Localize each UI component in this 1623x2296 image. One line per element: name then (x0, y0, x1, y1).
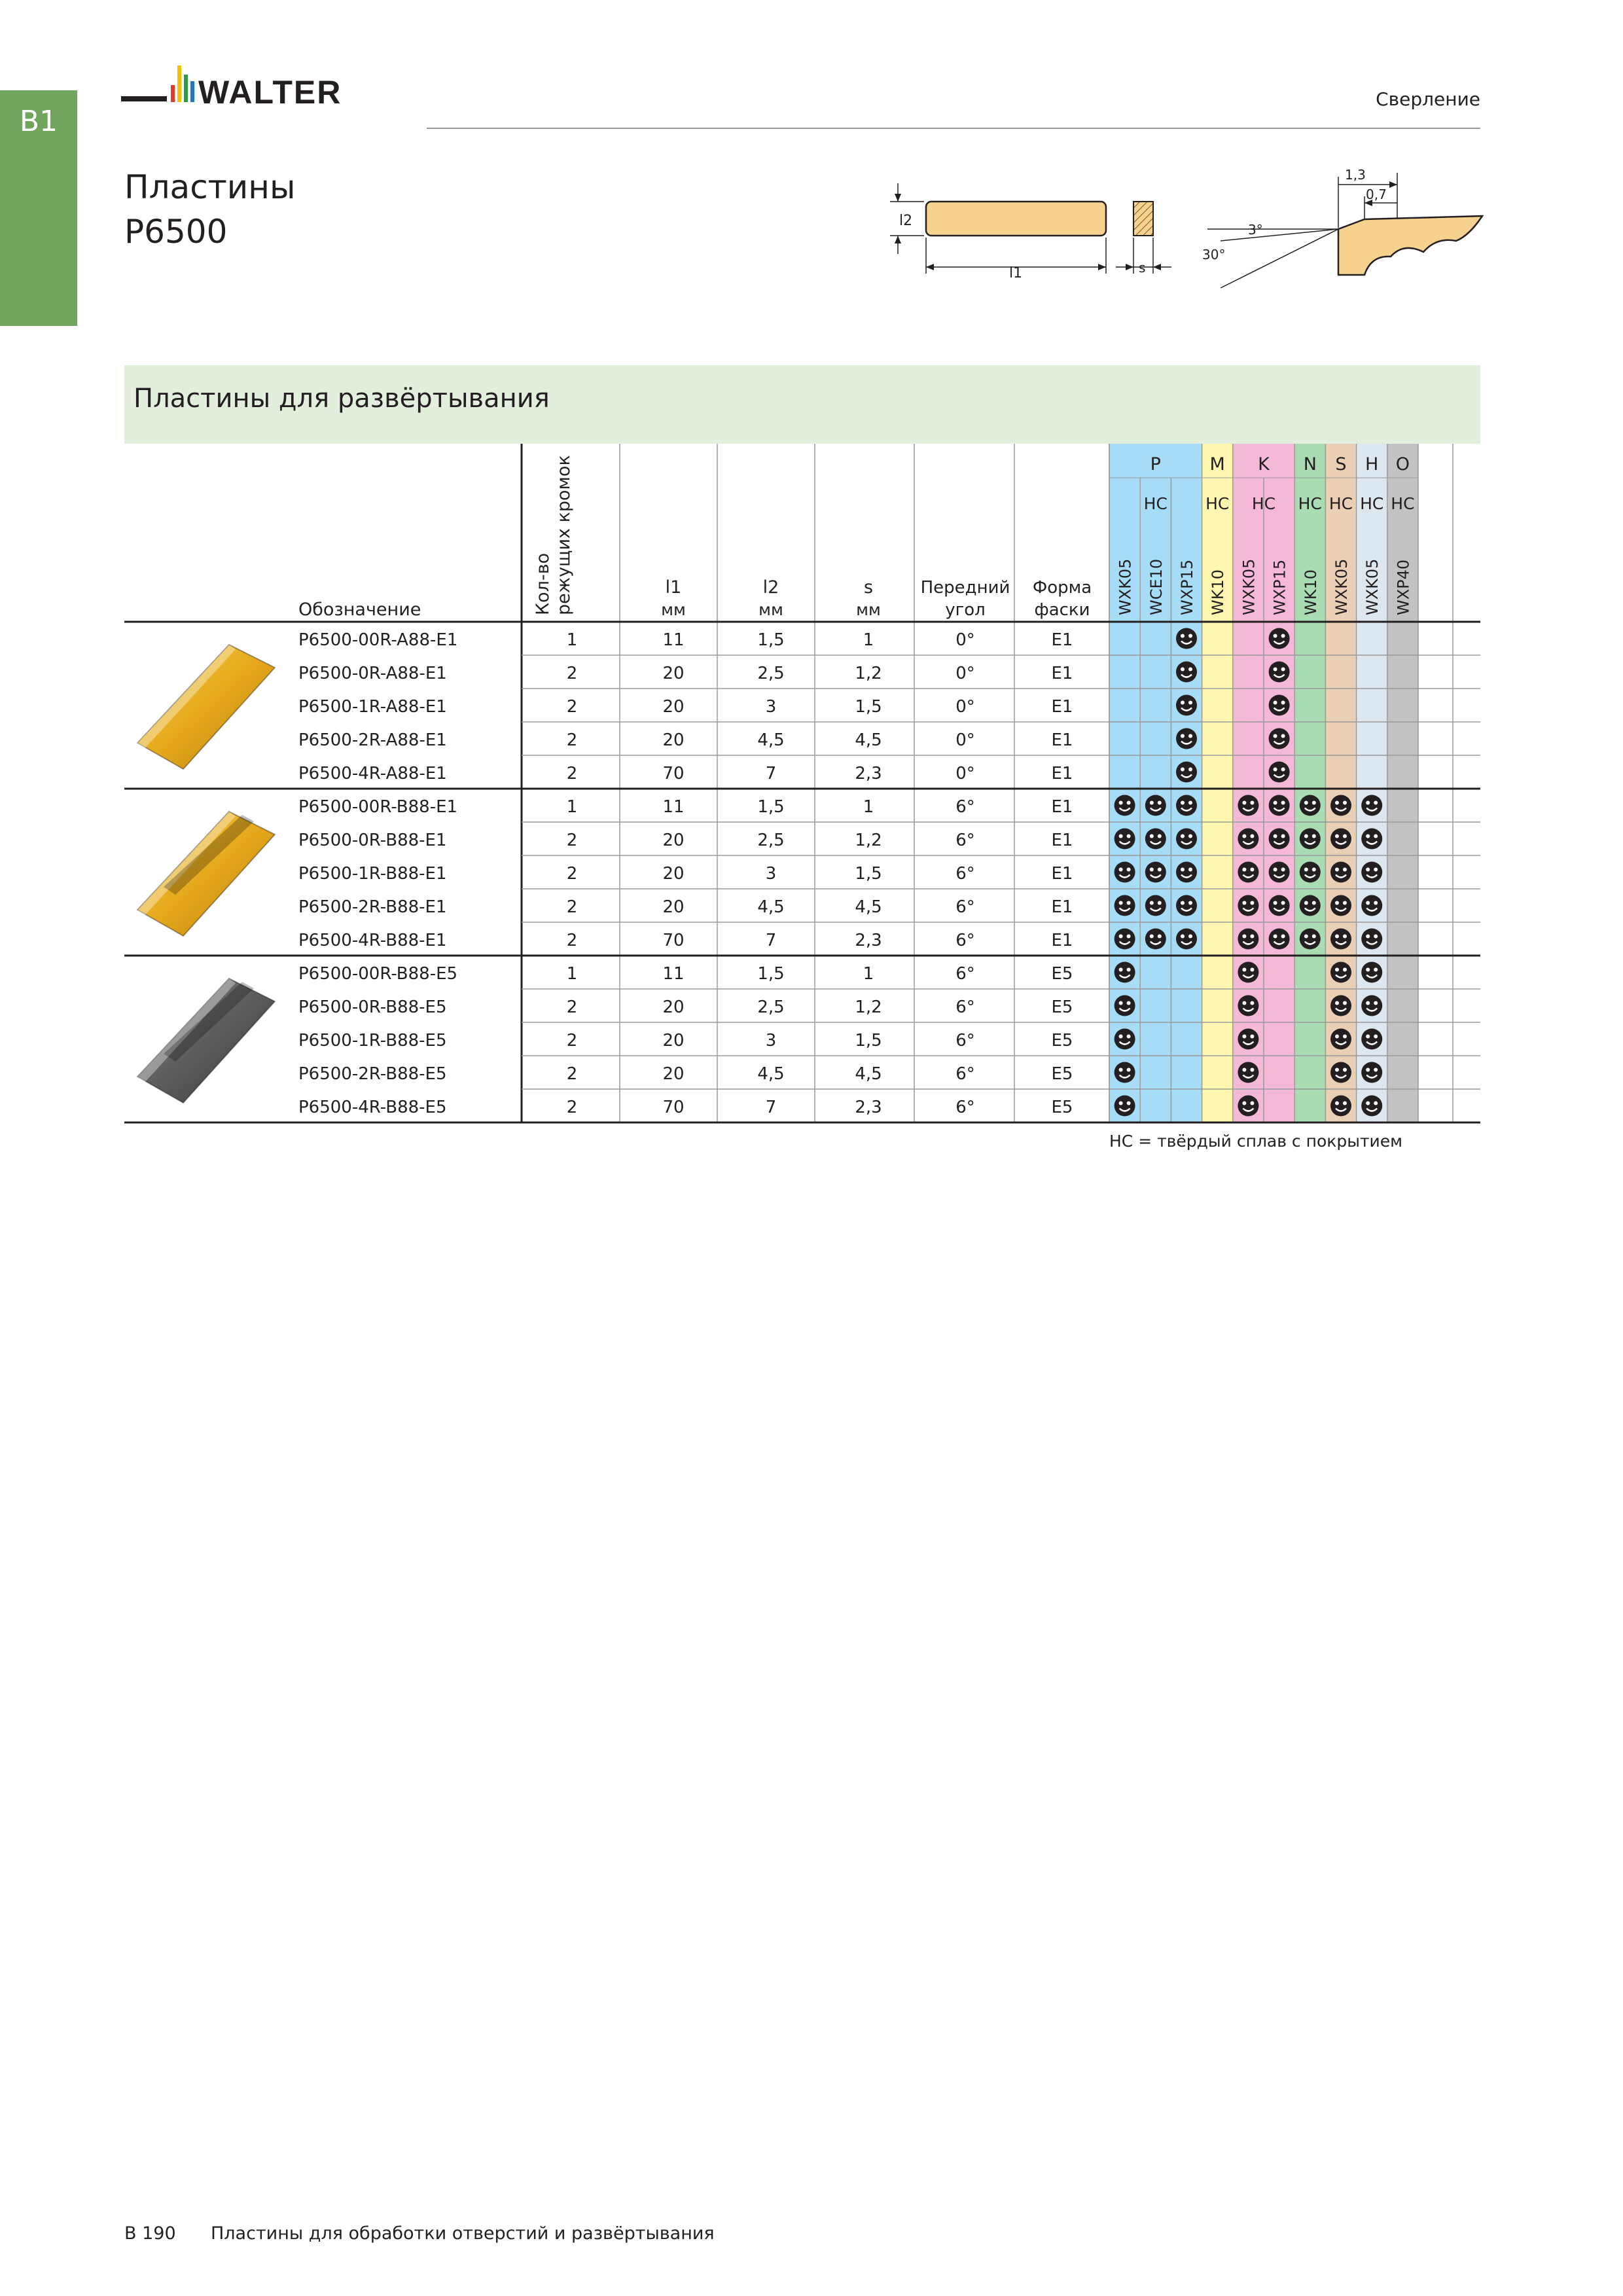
col-header-designation: Обозначение (298, 600, 421, 620)
recommended-grade-icon (1115, 829, 1135, 850)
grade-label: WXK05 (1363, 558, 1382, 615)
recommended-grade-icon (1145, 829, 1166, 850)
recommended-grade-icon (1361, 962, 1382, 983)
section-name: Сверление (1376, 88, 1480, 110)
rake-cell: 6° (955, 1064, 975, 1084)
chamfer-cell: E1 (1051, 864, 1073, 884)
insert-dimension-drawing (883, 169, 1191, 280)
footnote: HC = твёрдый сплав с покрытием (1109, 1132, 1403, 1151)
material-letter-s: S (1335, 454, 1347, 475)
chamfer-cell: E1 (1051, 931, 1073, 950)
recommended-grade-icon (1115, 795, 1135, 816)
recommended-grade-icon (1176, 628, 1197, 649)
s-cell: 1,5 (855, 864, 882, 884)
edges-cell: 2 (566, 931, 578, 950)
recommended-grade-icon (1269, 795, 1290, 816)
chamfer-cell: E5 (1051, 1098, 1073, 1117)
designation-cell: P6500-4R-B88-E5 (298, 1098, 447, 1117)
recommended-grade-icon (1361, 829, 1382, 850)
recommended-grade-icon (1238, 829, 1258, 850)
l2-cell: 1,5 (757, 630, 785, 650)
recommended-grade-icon (1145, 862, 1166, 883)
material-band-h (1357, 444, 1387, 1122)
chamfer-cell: E5 (1051, 1064, 1073, 1084)
rake-cell: 6° (955, 831, 975, 850)
s-cell: 1 (863, 630, 874, 650)
edges-cell: 2 (566, 697, 578, 717)
col-header-rake-line2: угол (945, 600, 986, 620)
recommended-grade-icon (1115, 862, 1135, 883)
designation-cell: P6500-00R-B88-E5 (298, 964, 458, 984)
col-header-chamfer-line1: Форма (1032, 578, 1092, 598)
recommended-grade-icon (1115, 1096, 1135, 1117)
s-cell: 1,2 (855, 664, 882, 683)
chamfer-cell: E1 (1051, 664, 1073, 683)
designation-cell: P6500-0R-A88-E1 (298, 664, 447, 683)
s-cell: 4,5 (855, 730, 882, 750)
chamfer-cell: E1 (1051, 730, 1073, 750)
recommended-grade-icon (1330, 829, 1351, 850)
edges-cell: 2 (566, 864, 578, 884)
l2-cell: 3 (765, 697, 777, 717)
recommended-grade-icon (1330, 1029, 1351, 1050)
chamfer-cell: E5 (1051, 997, 1073, 1017)
edges-cell: 2 (566, 1064, 578, 1084)
edges-cell: 2 (566, 997, 578, 1017)
rake-cell: 0° (955, 664, 975, 683)
recommended-grade-icon (1361, 795, 1382, 816)
recommended-grade-icon (1269, 829, 1290, 850)
recommended-grade-icon (1238, 795, 1258, 816)
recommended-grade-icon (1330, 895, 1351, 916)
l1-cell: 20 (662, 1031, 685, 1050)
edges-cell: 1 (566, 630, 578, 650)
l2-cell: 2,5 (757, 997, 785, 1017)
recommended-grade-icon (1330, 996, 1351, 1016)
l1-label: l1 (1009, 265, 1023, 281)
dim-07-label: 0,7 (1366, 187, 1387, 202)
recommended-grade-icon (1238, 1096, 1258, 1117)
designation-cell: P6500-00R-A88-E1 (298, 630, 458, 650)
page-title (124, 165, 295, 254)
recommended-grade-icon (1115, 1029, 1135, 1050)
section-band (124, 365, 1480, 444)
l2-cell: 3 (765, 864, 777, 884)
recommended-grade-icon (1269, 728, 1290, 749)
col-header-rake-line1: Передний (920, 578, 1010, 598)
s-cell: 1,2 (855, 831, 882, 850)
edges-cell: 2 (566, 764, 578, 783)
recommended-grade-icon (1176, 795, 1197, 816)
recommended-grade-icon (1300, 862, 1321, 883)
grade-label: WXP15 (1178, 559, 1196, 615)
recommended-grade-icon (1176, 929, 1197, 950)
rake-cell: 6° (955, 1098, 975, 1117)
chamfer-cell: E1 (1051, 697, 1073, 717)
material-letter-k: K (1258, 454, 1270, 475)
l2-cell: 7 (765, 931, 777, 950)
designation-cell: P6500-4R-A88-E1 (298, 764, 447, 783)
recommended-grade-icon (1115, 962, 1135, 983)
material-letter-h: H (1365, 454, 1379, 475)
recommended-grade-icon (1269, 862, 1290, 883)
recommended-grade-icon (1300, 829, 1321, 850)
recommended-grade-icon (1330, 929, 1351, 950)
material-sub-s: HC (1329, 494, 1353, 513)
rake-cell: 6° (955, 997, 975, 1017)
recommended-grade-icon (1145, 795, 1166, 816)
col-header-chamfer-line2: фаски (1034, 600, 1090, 620)
grade-label: WXP40 (1394, 559, 1413, 615)
rake-cell: 6° (955, 797, 975, 817)
recommended-grade-icon (1238, 929, 1258, 950)
recommended-grade-icon (1238, 962, 1258, 983)
col-header-s-unit: мм (856, 600, 881, 619)
col-header-edges-line1: Кол-во (533, 552, 553, 615)
rake-cell: 0° (955, 764, 975, 783)
footer-title: Пластины для обработки отверстий и развёртывания (211, 2223, 715, 2244)
cutting-edge-detail-drawing (1202, 164, 1482, 295)
l1-cell: 20 (662, 1064, 685, 1084)
recommended-grade-icon (1176, 728, 1197, 749)
grade-label: WXK05 (1240, 558, 1258, 615)
material-letter-o: O (1395, 454, 1410, 475)
material-sub-n: HC (1298, 494, 1322, 513)
designation-cell: P6500-2R-B88-E1 (298, 897, 447, 917)
rake-cell: 0° (955, 730, 975, 750)
chamfer-cell: E1 (1051, 764, 1073, 783)
material-letter-n: N (1303, 454, 1317, 475)
recommended-grade-icon (1269, 895, 1290, 916)
page-number: B 190 (124, 2223, 176, 2244)
l1-cell: 70 (662, 764, 685, 783)
l1-cell: 70 (662, 931, 685, 950)
edges-cell: 2 (566, 664, 578, 683)
designation-cell: P6500-00R-B88-E1 (298, 797, 458, 817)
recommended-grade-icon (1361, 1029, 1382, 1050)
l1-cell: 20 (662, 897, 685, 917)
page-title-line2: P6500 (124, 213, 228, 251)
chamfer-cell: E1 (1051, 797, 1073, 817)
recommended-grade-icon (1115, 895, 1135, 916)
insert-image (137, 978, 275, 1103)
recommended-grade-icon (1330, 862, 1351, 883)
chamfer-cell: E1 (1051, 831, 1073, 850)
s-cell: 4,5 (855, 897, 882, 917)
l2-cell: 3 (765, 1031, 777, 1050)
recommended-grade-icon (1361, 1096, 1382, 1117)
grade-label: WCE10 (1147, 558, 1166, 615)
col-header-l1: l1 (665, 577, 682, 598)
s-cell: 1,5 (855, 1031, 882, 1050)
col-header-l1-unit: мм (661, 600, 686, 619)
recommended-grade-icon (1300, 795, 1321, 816)
recommended-grade-icon (1145, 895, 1166, 916)
l2-cell: 7 (765, 1098, 777, 1117)
recommended-grade-icon (1330, 1062, 1351, 1083)
l2-cell: 1,5 (757, 797, 785, 817)
material-letter-m: M (1209, 454, 1225, 475)
l2-cell: 4,5 (757, 730, 785, 750)
s-cell: 2,3 (855, 1098, 882, 1117)
recommended-grade-icon (1176, 862, 1197, 883)
dim-13-label: 1,3 (1345, 167, 1366, 183)
insert-body (137, 645, 275, 769)
col-header-l2-unit: мм (758, 600, 783, 619)
designation-cell: P6500-4R-B88-E1 (298, 931, 447, 950)
recommended-grade-icon (1115, 929, 1135, 950)
l2-cell: 4,5 (757, 1064, 785, 1084)
l1-cell: 20 (662, 831, 685, 850)
recommended-grade-icon (1176, 762, 1197, 783)
l1-cell: 11 (662, 797, 685, 817)
l2-label: l2 (899, 213, 913, 229)
designation-cell: P6500-2R-B88-E5 (298, 1064, 447, 1084)
recommended-grade-icon (1176, 662, 1197, 683)
chamfer-cell: E5 (1051, 1031, 1073, 1050)
recommended-grade-icon (1238, 1062, 1258, 1083)
recommended-grade-icon (1238, 862, 1258, 883)
designation-cell: P6500-1R-B88-E1 (298, 864, 447, 884)
grade-label: WXK05 (1116, 558, 1135, 615)
material-letter-p: P (1150, 454, 1161, 475)
rake-cell: 0° (955, 630, 975, 650)
recommended-grade-icon (1361, 1062, 1382, 1083)
material-band-m (1202, 444, 1233, 1122)
recommended-grade-icon (1330, 1096, 1351, 1117)
l2-cell: 2,5 (757, 831, 785, 850)
grade-label: WK10 (1301, 569, 1320, 615)
s-label: s (1139, 260, 1146, 276)
recommended-grade-icon (1361, 862, 1382, 883)
angle-30-label: 30° (1202, 247, 1226, 262)
s-cell: 4,5 (855, 1064, 882, 1084)
l1-cell: 20 (662, 664, 685, 683)
material-band-o (1387, 444, 1418, 1122)
col-header-s: s (863, 577, 874, 598)
s-cell: 1,2 (855, 997, 882, 1017)
grade-label: WXP15 (1270, 559, 1289, 615)
material-sub-h: HC (1360, 494, 1384, 513)
rake-cell: 6° (955, 864, 975, 884)
l2-cell: 1,5 (757, 964, 785, 984)
reaming-inserts-table (124, 444, 1480, 1151)
col-header-edges-line2: режущих кромок (554, 455, 574, 615)
col-header-l2: l2 (762, 577, 779, 598)
s-cell: 2,3 (855, 764, 882, 783)
chapter-tab (0, 90, 77, 326)
section-title: Пластины для развёртывания (134, 384, 550, 414)
recommended-grade-icon (1330, 795, 1351, 816)
recommended-grade-icon (1269, 929, 1290, 950)
grade-label: WXK05 (1332, 558, 1351, 615)
recommended-grade-icon (1176, 895, 1197, 916)
walter-logo (121, 63, 402, 115)
material-band-n (1294, 444, 1325, 1122)
l1-cell: 11 (662, 630, 685, 650)
chamfer-cell: E1 (1051, 897, 1073, 917)
recommended-grade-icon (1238, 1029, 1258, 1050)
l1-cell: 70 (662, 1098, 685, 1117)
designation-cell: P6500-0R-B88-E5 (298, 997, 447, 1017)
designation-cell: P6500-1R-B88-E5 (298, 1031, 447, 1050)
recommended-grade-icon (1238, 996, 1258, 1016)
edges-cell: 2 (566, 831, 578, 850)
rake-cell: 6° (955, 897, 975, 917)
l1-cell: 20 (662, 697, 685, 717)
recommended-grade-icon (1361, 996, 1382, 1016)
material-sub-p: HC (1143, 494, 1168, 513)
recommended-grade-icon (1300, 929, 1321, 950)
l2-cell: 2,5 (757, 664, 785, 683)
edges-cell: 2 (566, 1098, 578, 1117)
material-sub-o: HC (1391, 494, 1415, 513)
chamfer-cell: E1 (1051, 630, 1073, 650)
s-cell: 1,5 (855, 697, 882, 717)
grade-label: WK10 (1209, 569, 1228, 615)
page-title-line1: Пластины (124, 168, 296, 206)
chamfer-cell: E5 (1051, 964, 1073, 984)
l2-cell: 4,5 (757, 897, 785, 917)
edges-cell: 1 (566, 964, 578, 984)
material-band-s (1325, 444, 1356, 1122)
recommended-grade-icon (1115, 1062, 1135, 1083)
s-cell: 1 (863, 797, 874, 817)
recommended-grade-icon (1269, 662, 1290, 683)
material-band-p (1109, 444, 1202, 1122)
insert-image (137, 645, 275, 769)
edges-cell: 1 (566, 797, 578, 817)
edges-cell: 2 (566, 1031, 578, 1050)
l1-cell: 20 (662, 864, 685, 884)
designation-cell: P6500-0R-B88-E1 (298, 831, 447, 850)
insert-body (137, 812, 275, 936)
s-cell: 2,3 (855, 931, 882, 950)
chapter-tab-label: B1 (19, 105, 58, 138)
header-divider (427, 128, 1480, 129)
rake-cell: 6° (955, 964, 975, 984)
recommended-grade-icon (1145, 929, 1166, 950)
recommended-grade-icon (1269, 695, 1290, 716)
designation-cell: P6500-1R-A88-E1 (298, 697, 447, 717)
l1-cell: 11 (662, 964, 685, 984)
insert-image (137, 812, 275, 936)
recommended-grade-icon (1361, 929, 1382, 950)
angle-3-label: 3° (1248, 222, 1263, 238)
l2-cell: 7 (765, 764, 777, 783)
s-cell: 1 (863, 964, 874, 984)
recommended-grade-icon (1238, 895, 1258, 916)
material-sub-m: HC (1205, 494, 1230, 513)
recommended-grade-icon (1115, 996, 1135, 1016)
recommended-grade-icon (1269, 628, 1290, 649)
recommended-grade-icon (1361, 895, 1382, 916)
recommended-grade-icon (1300, 895, 1321, 916)
recommended-grade-icon (1176, 829, 1197, 850)
insert-body (137, 978, 275, 1103)
rake-cell: 6° (955, 931, 975, 950)
edges-cell: 2 (566, 897, 578, 917)
edges-cell: 2 (566, 730, 578, 750)
recommended-grade-icon (1176, 695, 1197, 716)
material-sub-k: HC (1251, 494, 1276, 513)
rake-cell: 0° (955, 697, 975, 717)
logo-text: WALTER (198, 74, 342, 111)
recommended-grade-icon (1330, 962, 1351, 983)
designation-cell: P6500-2R-A88-E1 (298, 730, 447, 750)
l1-cell: 20 (662, 997, 685, 1017)
recommended-grade-icon (1269, 762, 1290, 783)
rake-cell: 6° (955, 1031, 975, 1050)
l1-cell: 20 (662, 730, 685, 750)
